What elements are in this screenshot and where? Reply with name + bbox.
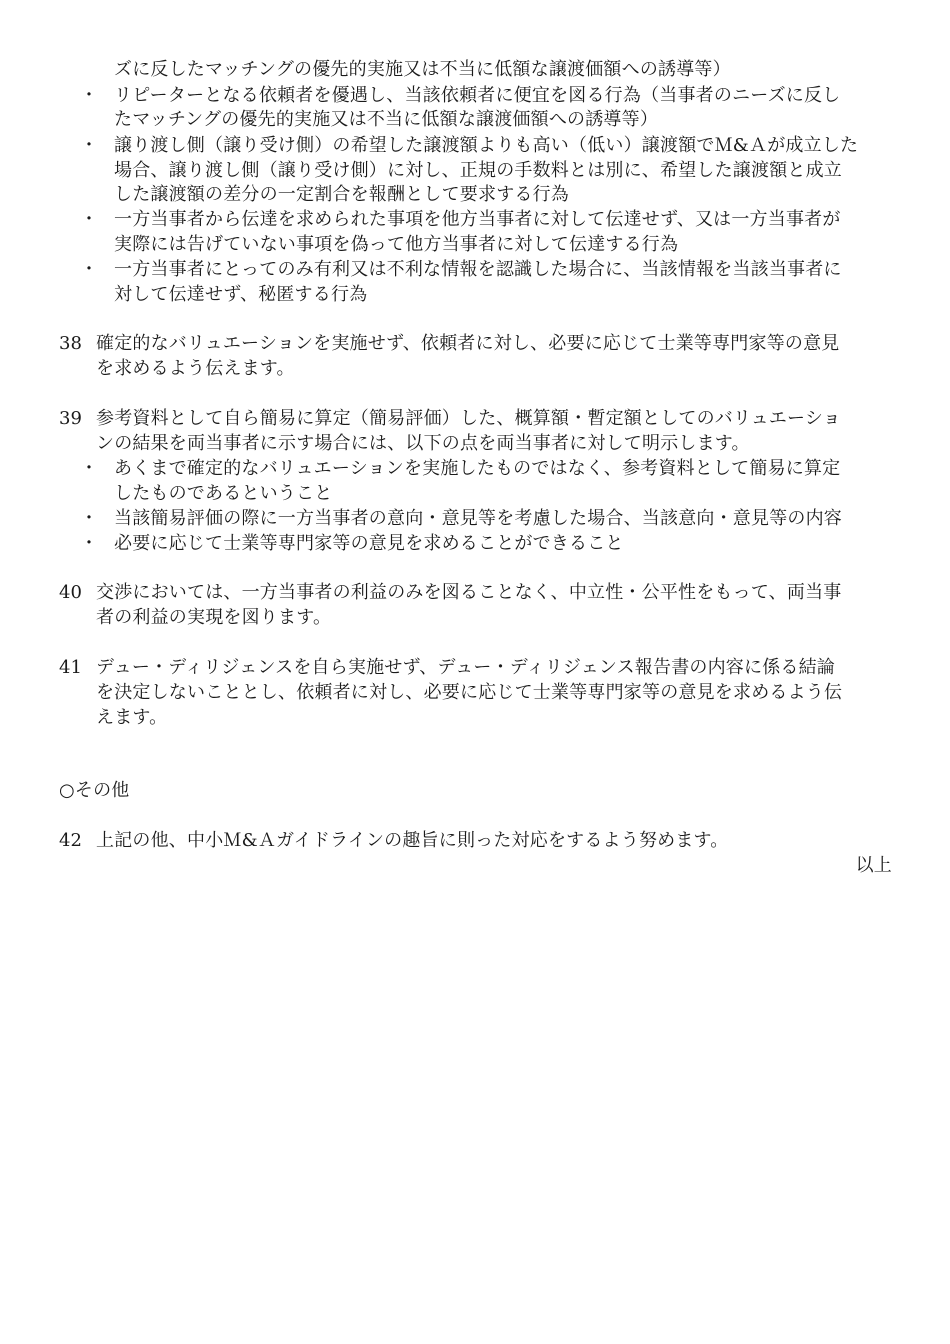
item-number: 41 [59,657,82,678]
bullet-line: 実際には告げていない事項を偽って他方当事者に対して伝達する行為 [114,234,679,255]
bullet-line: 譲り渡し側（譲り受け側）の希望した譲渡額よりも高い（低い）譲渡額でＭ&Ａが成立した [114,135,859,156]
item-text-line: ンの結果を両当事者に示す場合には、以下の点を両当事者に対して明示します。 [96,433,750,454]
bullet-marker: ・ [80,85,98,106]
item-text-line: を求めるよう伝えます。 [96,358,295,379]
bullet-line: たマッチングの優先的実施又は不当に低額な譲渡価額への誘導等） [114,109,659,130]
bullet-line: リピーターとなる依頼者を優遇し、当該依頼者に便宜を図る行為（当事者のニーズに反し [114,85,841,106]
bullet-line: 対して伝達せず、秘匿する行為 [114,284,368,305]
item-number: 40 [59,582,82,603]
closing-text: 以上 [855,855,892,876]
bullet-line: 場合、譲り渡し側（譲り受け側）に対し、正規の手数料とは別に、希望した譲渡額と成立 [114,160,842,181]
bullet-marker: ・ [80,135,98,156]
bullet-line: 一方当事者にとってのみ有利又は不利な情報を認識した場合に、当該情報を当該当事者に [114,259,842,280]
bullet-line: 必要に応じて士業等専門家等の意見を求めることができること [114,533,624,554]
bullet-marker: ・ [80,533,98,554]
bullet-marker: ・ [80,259,98,280]
item-text-line: えます。 [96,707,168,728]
bullet-line: ズに反したマッチングの優先的実施又は不当に低額な譲渡価額への誘導等） [114,59,731,80]
item-text-line: 参考資料として自ら簡易に算定（簡易評価）した、概算額・暫定額としてのバリュエーショ [96,408,841,429]
bullet-line: あくまで確定的なバリュエーションを実施したものではなく、参考資料として簡易に算定 [114,458,841,479]
item-number: 42 [59,830,82,851]
item-number: 39 [59,408,82,429]
item-text-line: 上記の他、中小Ｍ&Ａガイドラインの趣旨に則った対応をするよう努めます。 [96,830,729,851]
bullet-marker: ・ [80,209,98,230]
bullet-line: したものであるということ [114,483,333,504]
item-text-line: 確定的なバリュエーションを実施せず、依頼者に対し、必要に応じて士業等専門家等の意見 [96,333,840,354]
item-text-line: デュー・ディリジェンスを自ら実施せず、デュー・ディリジェンス報告書の内容に係る結論 [96,657,835,678]
bullet-line: した譲渡額の差分の一定割合を報酬として要求する行為 [114,184,569,205]
section-heading: ○その他 [59,780,130,801]
item-text-line: 交渉においては、一方当事者の利益のみを図ることなく、中立性・公平性をもって、両当事 [96,582,842,603]
bullet-marker: ・ [80,458,98,479]
bullet-line: 一方当事者から伝達を求められた事項を他方当事者に対して伝達せず、又は一方当事者が [114,209,841,230]
item-text-line: 者の利益の実現を図ります。 [96,607,332,628]
item-number: 38 [59,333,82,354]
item-text-line: を決定しないこととし、依頼者に対し、必要に応じて士業等専門家等の意見を求めるよう伝 [96,682,843,703]
bullet-marker: ・ [80,508,98,529]
bullet-line: 当該簡易評価の際に一方当事者の意向・意見等を考慮した場合、当該意向・意見等の内容 [114,508,842,529]
